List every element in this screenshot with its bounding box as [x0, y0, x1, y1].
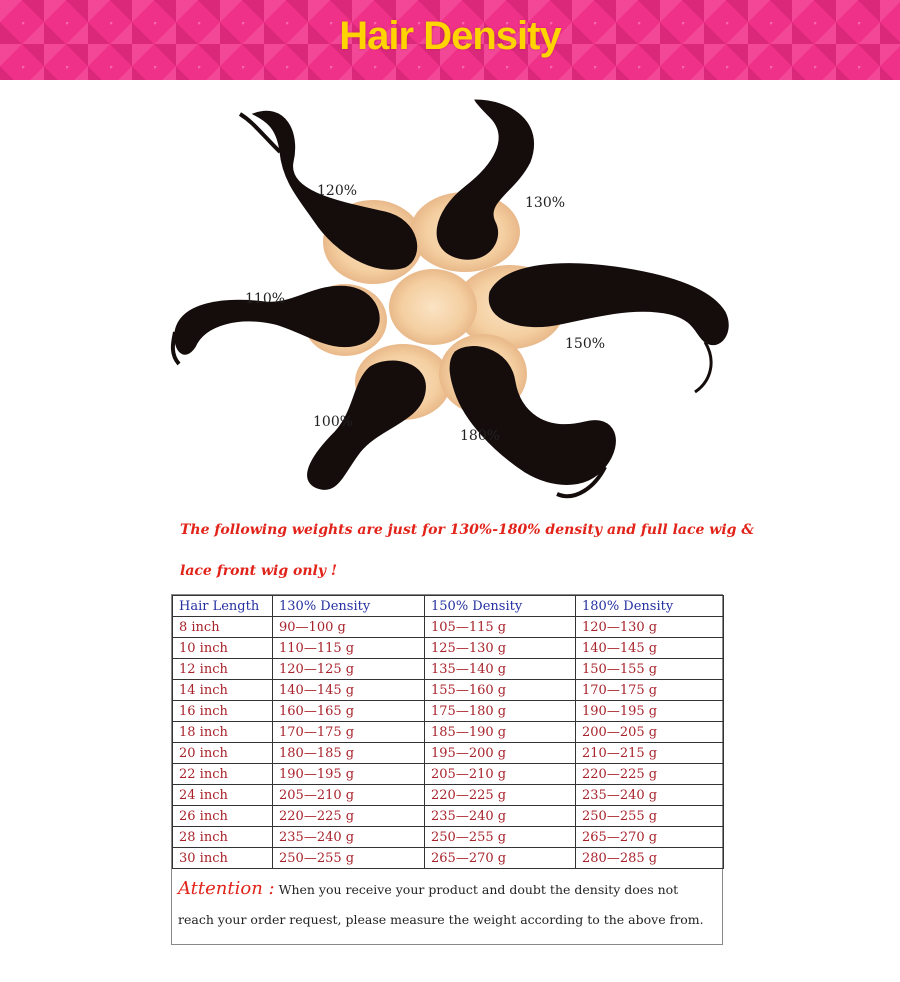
length-cell: 8 inch: [173, 617, 273, 638]
weight-cell: 205—210 g: [425, 764, 576, 785]
weight-cell: 265—270 g: [576, 827, 724, 848]
weight-cell: 210—215 g: [576, 743, 724, 764]
page-title: Hair Density: [339, 14, 561, 58]
hair-density-photo: [165, 92, 745, 512]
weight-cell: 235—240 g: [273, 827, 425, 848]
weight-cell: 220—225 g: [576, 764, 724, 785]
attention-text: When you receive your product and doubt the density does not reach your order request, please measure the weight according to the above from.: [178, 882, 704, 927]
table-row: [173, 743, 724, 764]
table-row: [173, 722, 724, 743]
header-180-density: 180% Density: [576, 596, 724, 617]
attention-note: [172, 868, 722, 935]
weight-cell: 205—210 g: [273, 785, 425, 806]
table-row: [173, 617, 724, 638]
length-cell: 24 inch: [173, 785, 273, 806]
weight-cell: 160—165 g: [273, 701, 425, 722]
weight-cell: 250—255 g: [425, 827, 576, 848]
weight-cell: 195—200 g: [425, 743, 576, 764]
weight-cell: 140—145 g: [576, 638, 724, 659]
length-cell: 22 inch: [173, 764, 273, 785]
weight-cell: 170—175 g: [273, 722, 425, 743]
length-cell: 14 inch: [173, 680, 273, 701]
weight-cell: 220—225 g: [425, 785, 576, 806]
weight-cell: 190—195 g: [576, 701, 724, 722]
weight-table-panel: [171, 594, 723, 945]
density-label-130: 130%: [525, 195, 566, 211]
table-row: [173, 680, 724, 701]
length-cell: 10 inch: [173, 638, 273, 659]
length-cell: 12 inch: [173, 659, 273, 680]
length-cell: 30 inch: [173, 848, 273, 869]
weight-cell: 125—130 g: [425, 638, 576, 659]
weight-cell: 140—145 g: [273, 680, 425, 701]
table-header-row: [173, 596, 724, 617]
length-cell: 20 inch: [173, 743, 273, 764]
notice-line-1: The following weights are just for 130%-180% density and full lace wig &: [180, 522, 754, 538]
density-label-180: 180%: [460, 428, 501, 444]
header-150-density: 150% Density: [425, 596, 576, 617]
length-cell: 16 inch: [173, 701, 273, 722]
notice-line-2: lace front wig only !: [180, 563, 337, 579]
weight-cell: 150—155 g: [576, 659, 724, 680]
weight-cell: 235—240 g: [576, 785, 724, 806]
table-row: [173, 785, 724, 806]
table-row: [173, 659, 724, 680]
weight-cell: 185—190 g: [425, 722, 576, 743]
weight-cell: 120—125 g: [273, 659, 425, 680]
weight-cell: 235—240 g: [425, 806, 576, 827]
weight-cell: 170—175 g: [576, 680, 724, 701]
weight-cell: 265—270 g: [425, 848, 576, 869]
density-label-110: 110%: [245, 291, 286, 307]
weight-cell: 110—115 g: [273, 638, 425, 659]
length-cell: 28 inch: [173, 827, 273, 848]
weight-table: [172, 595, 724, 869]
table-row: [173, 806, 724, 827]
table-row: [173, 701, 724, 722]
length-cell: 26 inch: [173, 806, 273, 827]
table-row: [173, 638, 724, 659]
weight-cell: 120—130 g: [576, 617, 724, 638]
weight-cell: 175—180 g: [425, 701, 576, 722]
weight-cell: 155—160 g: [425, 680, 576, 701]
weight-cell: 250—255 g: [273, 848, 425, 869]
weight-cell: 200—205 g: [576, 722, 724, 743]
weight-cell: 90—100 g: [273, 617, 425, 638]
weight-cell: 250—255 g: [576, 806, 724, 827]
attention-label: Attention :: [178, 878, 275, 899]
weight-cell: 180—185 g: [273, 743, 425, 764]
weight-cell: 220—225 g: [273, 806, 425, 827]
table-row: [173, 848, 724, 869]
weight-cell: 280—285 g: [576, 848, 724, 869]
header-banner: [0, 0, 900, 80]
table-row: [173, 827, 724, 848]
weight-cell: 135—140 g: [425, 659, 576, 680]
weight-cell: 105—115 g: [425, 617, 576, 638]
weight-cell: 190—195 g: [273, 764, 425, 785]
density-label-120: 120%: [317, 183, 358, 199]
density-label-150: 150%: [565, 336, 606, 352]
hair-swatch-180: [450, 347, 615, 485]
header-hair-length: Hair Length: [173, 596, 273, 617]
density-label-100: 100%: [313, 414, 354, 430]
table-row: [173, 764, 724, 785]
length-cell: 18 inch: [173, 722, 273, 743]
header-130-density: 130% Density: [273, 596, 425, 617]
